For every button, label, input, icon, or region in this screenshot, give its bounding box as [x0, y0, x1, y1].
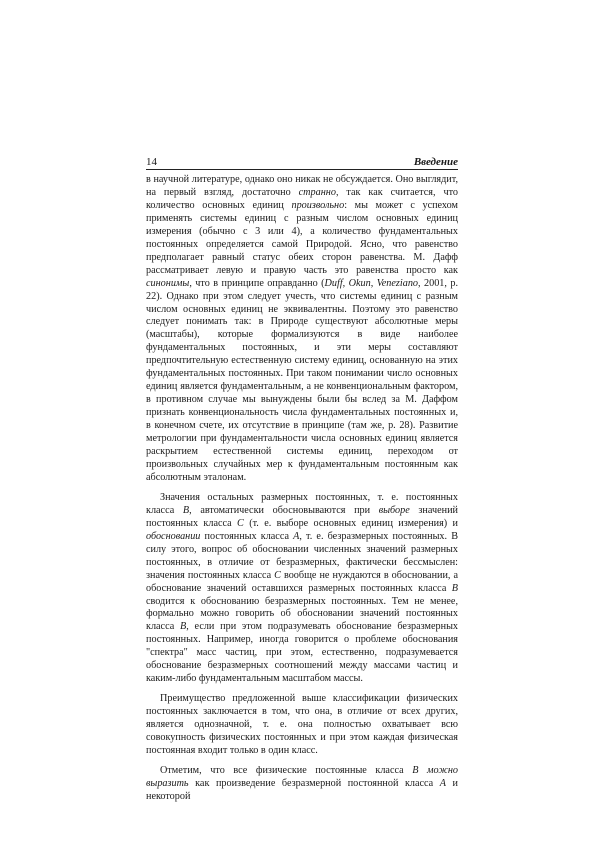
paragraph-4: Отметим, что все физические постоянные класса B можно выразить как произведение безразмерной постоянной класса A и некоторой [146, 764, 459, 802]
running-head [146, 154, 458, 170]
header-rule [146, 169, 458, 170]
paragraph-1: в научной литературе, однако оно никак не обсуждается. Оно выглядит, на первый взгляд, достаточно странно, так как считается, что количество основных единиц произвольно: мы может с успехом применять системы единиц с разным числом основных единиц измерения (обычно с 3 или 4), а количество фундаментальных постоянных определяется самой Природой. Ясно, что равенство предполагает равный статус обеих сторон равенства. М. Дафф рассматривает левую и правую часть это равенства просто как синонимы, что в принципе оправданно (Duff, Okun, Veneziano, 2001, p. 22). Однако при этом следует учесть, что системы единиц с разным числом основных единиц не эквивалентны. Поэтому это равенство следует понимать так: в Природе существуют абсолютные меры (масштабы), которые формализуются в виде наиболее фундаментальных постоянных, и эти меры составляют предпочтительную естественную систему единиц, основанную на этих фундаментальных постоянных. При таком понимании число основных единиц является фундаментальным, а не конвенциональным фактором, в противном случае мы вынуждены были бы вслед за М. Даффом признать конвенциональность числа фундаментальных постоянных и, в конечном счете, их отсутствие в принципе (там же, p. 28). Развитие метрологии при фундаментальности числа основных единиц является раскрытием естественной системы единиц, переходом от произвольных случайных мер к фундаментальным постоянным как абсолютным эталонам. [146, 174, 459, 483]
page-number: 14 [146, 156, 157, 168]
paragraph-3: Преимущество предложенной выше классификации физических постоянных заключается в том, что она, в отличие от всех других, является однозначной, т. е. она полностью охватывает всю совокупность физических постоянных и при этом каждая физическая постоянная входит только в один класс. [146, 693, 458, 756]
section-title: Введение [413, 156, 458, 168]
body-text [146, 174, 458, 804]
paragraph-2: Значения остальных размерных постоянных, т. е. постоянных класса B, автоматически обосновываются при выборе значений постоянных класса C (т. е. выборе основных единиц измерения) и обосновании постоянных класса A, т. е. безразмерных постоянных. В силу этого, вопрос об обосновании численных значений размерных постоянных, в отличие от безразмерных, фактически бессмыслен: значения постоянных класса C вообще не нуждаются в обосновании, а обоснование значений оставшихся размерных постоянных класса B сводится к обоснованию безразмерных постоянных. Тем не менее, формально можно говорить об обосновании значений постоянных класса B, если при этом подразумевать обоснование безразмерных постоянных. Например, иногда говорится о проблеме обоснования "спектра" масс частиц, при этом, естественно, подразумевается обоснование безразмерных соотношений между массами частиц и каким-либо фундаментальным масштабом массы. [146, 491, 459, 685]
